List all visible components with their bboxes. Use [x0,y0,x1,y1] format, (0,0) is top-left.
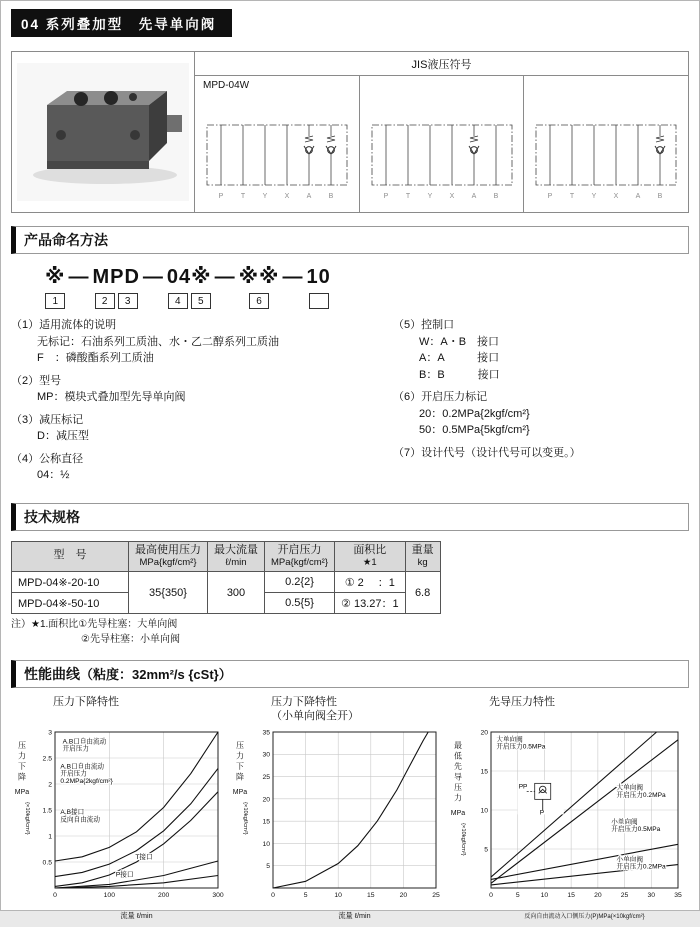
svg-text:100: 100 [103,892,116,900]
item-title: 型号 [39,374,62,387]
svg-text:力: 力 [454,793,462,803]
code-part: 10 [306,266,331,288]
item-title: 公称直径 [39,452,84,465]
svg-text:20: 20 [594,892,602,900]
jis-symbol-panel-a [359,76,524,212]
item-line: 50：0.5MPa{5kgf/cm²} [419,424,530,436]
code-part: MPD [92,266,140,288]
svg-text:20: 20 [480,729,488,737]
svg-text:1: 1 [48,833,52,841]
explanations-right-column [393,317,689,490]
code-box-3: 3 [118,293,138,309]
svg-text:MPa: MPa [232,789,248,797]
svg-text:P: P [539,809,545,817]
svg-text:压: 压 [18,741,26,751]
jis-symbol-drawing-b [532,120,680,204]
code-dash: — [68,266,90,288]
svg-text:0.2MPa{2kgf/cm²}: 0.2MPa{2kgf/cm²} [60,777,113,785]
pressure-drop-chart-block [11,696,227,927]
code-part: 04※ [166,266,212,288]
item-line: A：A 接口 [419,352,500,364]
naming-explanations [11,317,689,490]
jis-symbol-drawing-a [368,120,516,204]
svg-text:P: P [218,193,224,200]
svg-text:15: 15 [480,768,488,776]
svg-text:压: 压 [236,741,244,751]
item-number: （6） [393,391,422,403]
pressure-drop-chart [11,724,227,922]
item-line: 04：½ [37,469,70,481]
jis-symbol-panel-w [195,76,359,212]
svg-text:1.5: 1.5 [42,807,52,815]
svg-text:P: P [383,193,388,200]
svg-text:开启压力0.5MPa: 开启压力0.5MPa [611,826,661,834]
svg-text:T接口: T接口 [135,854,153,862]
item-number: （5） [393,319,422,331]
svg-text:{×10kgf/cm²}: {×10kgf/cm²} [24,802,30,835]
svg-text:10: 10 [334,892,342,900]
cell-cracking: 0.2{2} [265,572,335,593]
svg-text:下: 下 [18,762,26,772]
item-number: （2） [11,374,40,387]
code-part: ※※ [238,266,280,288]
svg-text:X: X [613,193,619,200]
svg-text:200: 200 [157,892,170,900]
explanation-item-2 [11,373,393,406]
jis-symbol-header: JIS液压符号 [195,52,688,76]
charts-row [11,696,689,927]
spec-note [11,618,689,647]
header-weight: 重量 kg [405,541,440,572]
cell-model: MPD-04※-50-10 [12,593,129,614]
svg-text:力: 力 [18,751,26,761]
svg-text:反向自由流动入口侧压力(P)MPa{×10kgf/cm²}: 反向自由流动入口侧压力(P)MPa{×10kgf/cm²} [524,914,645,921]
code-dash: — [282,266,304,288]
code-box-4: 4 [168,293,188,309]
svg-text:T: T [405,193,410,200]
svg-text:15: 15 [567,892,575,900]
explanation-item-1 [11,317,393,367]
svg-text:P: P [547,193,553,200]
item-line: D：减压型 [37,430,89,442]
item-line: MP：模块式叠加型先导单向阀 [37,391,186,403]
svg-text:Y: Y [262,193,268,200]
curves-header-text: 性能曲线 [24,666,80,683]
jis-symbol-panel-b [523,76,688,212]
cell-weight: 6.8 [405,572,440,614]
svg-text:下: 下 [236,762,244,772]
svg-text:降: 降 [18,772,26,782]
svg-text:25: 25 [620,892,629,900]
jis-symbol-drawing-w [203,120,351,204]
item-number: （1） [11,319,40,331]
item-title: 设计代号（设计代号可以变更。） [421,446,581,459]
symbol-figure [11,51,689,213]
svg-text:2: 2 [48,781,52,789]
note-line-2: ②先导柱塞：小单向阀 [81,633,180,645]
svg-text:反向自由流动: 反向自由流动 [60,816,100,824]
svg-text:B: B [657,193,663,200]
item-line: 无标记：石油系列工质油、水・乙二醇系列工质油 [37,335,279,348]
item-title: 控制口 [421,319,455,331]
header-max-flow: 最大流量 ℓ/min [208,541,265,572]
svg-text:5: 5 [484,846,488,854]
svg-text:3: 3 [48,729,52,737]
section-header-naming: 产品命名方法 [11,226,689,254]
svg-text:Y: Y [427,193,432,200]
svg-text:A: A [306,193,312,200]
svg-text:小单向阀: 小单向阀 [616,856,643,864]
svg-text:小单向阀: 小单向阀 [611,819,638,827]
svg-text:开启压力0.5MPa: 开启压力0.5MPa [496,743,546,751]
header-area-ratio: 面积比 ★1 [335,541,406,572]
svg-text:2.5: 2.5 [42,755,52,763]
svg-text:25: 25 [432,892,440,900]
item-number: （4） [11,452,40,465]
curves-header-suffix: （粘度：32mm²/s {cSt}） [80,667,232,683]
cell-max-pressure: 35{350} [129,572,208,614]
svg-text:0: 0 [271,892,275,900]
item-line: 20：0.2MPa{2kgf/cm²} [419,407,530,420]
code-box-2: 2 [95,293,115,309]
svg-text:降: 降 [236,772,244,782]
explanations-left-column [11,317,393,490]
explanation-item-3 [11,412,393,445]
svg-text:0.5: 0.5 [42,859,52,867]
code-dash: — [214,266,236,288]
model-code-diagram [45,266,689,309]
chart-title: 压力下降特性 （小单向阀全开） [271,696,359,722]
item-line: F ：磷酸酯系列工质油 [37,352,154,364]
explanation-item-4 [11,451,393,484]
svg-text:导: 导 [454,772,462,782]
svg-text:B: B [328,193,334,200]
product-photo [12,52,195,212]
symbol-model-label: MPD-04W [203,80,250,91]
header-model: 型 号 [12,541,129,572]
item-title: 开启压力标记 [421,391,488,403]
svg-text:Y: Y [591,193,597,200]
cell-cracking: 0.5{5} [265,593,335,614]
note-line-1: 注）★1.面积比①先导柱塞：大单向阀 [11,619,178,631]
cell-model: MPD-04※-20-10 [12,572,129,593]
pilot-pressure-chart-block [447,696,687,927]
chart-title: 先导压力特性 [489,696,555,709]
item-title: 适用流体的说明 [39,319,117,331]
svg-text:P接口: P接口 [115,871,134,879]
svg-text:20: 20 [399,892,408,900]
code-part: ※ [45,266,66,288]
svg-text:力: 力 [236,751,244,761]
page-title: 04 系列叠加型 先导单向阀 [11,9,232,37]
item-title: 减压标记 [39,413,84,426]
svg-text:15: 15 [367,892,375,900]
item-line: W：A・B 接口 [419,335,500,348]
svg-text:30: 30 [647,892,656,900]
svg-text:A: A [635,193,641,200]
explanation-item-6 [393,389,689,439]
svg-text:开启压力0.2MPa: 开启压力0.2MPa [616,863,666,871]
spec-table [11,541,441,615]
svg-text:30: 30 [262,751,270,759]
svg-text:20: 20 [262,796,270,804]
svg-text:{×10kgf/cm²}: {×10kgf/cm²} [460,823,466,856]
jis-symbol-panels [195,76,688,212]
svg-text:PP: PP [518,783,528,791]
valve-photo-illustration [17,63,189,201]
svg-text:5: 5 [266,863,270,871]
cell-area-ratio: ② 13.27：1 [335,593,406,614]
svg-text:5: 5 [303,892,308,900]
svg-text:35: 35 [262,729,270,737]
explanation-item-7 [393,445,689,462]
svg-text:35: 35 [674,892,682,900]
svg-text:10: 10 [262,840,270,848]
code-box-5: 5 [191,293,211,309]
svg-text:X: X [284,193,290,200]
chart-title: 压力下降特性 [53,696,119,709]
svg-text:{×10kgf/cm²}: {×10kgf/cm²} [242,802,248,835]
code-box-6: 6 [249,293,269,309]
explanation-item-5 [393,317,689,383]
cell-max-flow: 300 [208,572,265,614]
section-header-specs: 技术规格 [11,503,689,531]
svg-text:开启压力0.2MPa: 开启压力0.2MPa [616,792,666,800]
svg-text:流量 ℓ/min: 流量 ℓ/min [338,911,371,921]
svg-text:T: T [240,193,245,200]
svg-text:开启压力: 开启压力 [62,745,89,753]
spec-table-header-row [12,541,441,572]
cell-area-ratio: ① 2 ：1 [335,572,406,593]
section-header-curves [11,660,689,688]
svg-text:A,B口自由流动: A,B口自由流动 [60,763,105,771]
svg-text:5: 5 [515,892,520,900]
svg-text:大单向阀: 大单向阀 [616,784,643,792]
svg-text:低: 低 [454,751,462,761]
svg-text:15: 15 [262,818,270,826]
svg-text:T: T [570,193,575,200]
header-cracking-pressure: 开启压力 MPa{kgf/cm²} [265,541,335,572]
svg-text:A: A [471,193,476,200]
svg-text:MPa: MPa [14,789,30,797]
pressure-drop-small-chart-block [229,696,445,927]
item-number: （7） [393,446,422,459]
svg-text:300: 300 [212,892,224,900]
svg-text:10: 10 [480,807,488,815]
header-max-pressure: 最高使用压力 MPa{kgf/cm²} [129,541,208,572]
code-box-1: 1 [45,293,65,309]
svg-text:A,B口自由流动: A,B口自由流动 [62,738,107,746]
svg-text:A,B接口: A,B接口 [60,809,85,817]
svg-text:10: 10 [540,892,549,900]
svg-text:大单向阀: 大单向阀 [496,736,523,744]
pilot-pressure-chart [447,724,687,922]
svg-text:流量 ℓ/min: 流量 ℓ/min [120,911,153,921]
code-box-7 [309,293,329,309]
pressure-drop-small-chart [229,724,445,922]
item-number: （3） [11,413,40,426]
svg-text:最: 最 [454,741,462,751]
spec-table-row [12,572,441,593]
svg-text:先: 先 [454,762,462,772]
svg-text:开启压力: 开启压力 [60,770,87,778]
svg-text:X: X [449,193,454,200]
svg-text:压: 压 [454,783,462,793]
svg-text:25: 25 [262,774,270,782]
jis-symbol-area [195,52,688,212]
item-line: B：B 接口 [419,368,500,381]
svg-text:0: 0 [53,892,57,900]
svg-text:0: 0 [489,892,493,900]
code-dash: — [142,266,164,288]
svg-text:MPa: MPa [450,810,466,818]
svg-text:B: B [493,193,498,200]
